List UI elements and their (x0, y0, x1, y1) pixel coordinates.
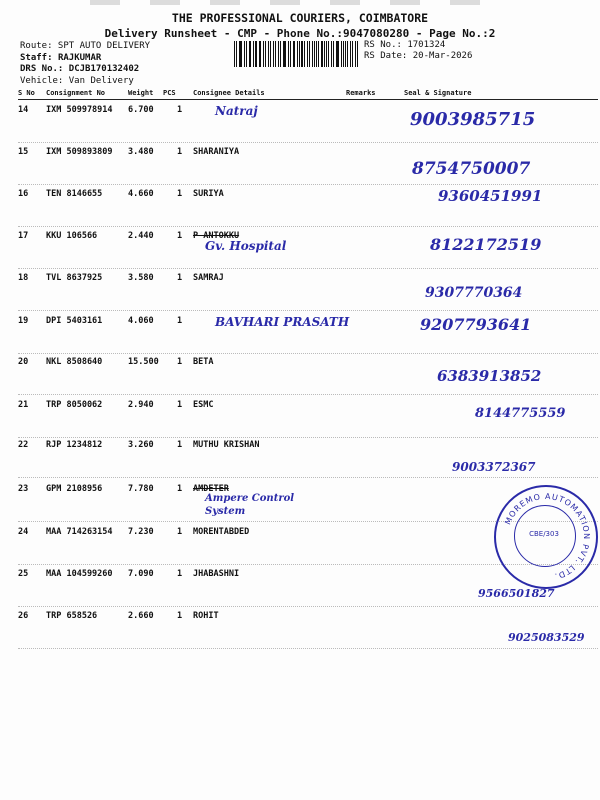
table-row (0, 611, 600, 653)
table-row (0, 189, 600, 231)
cell-pcs: 1 (177, 189, 183, 199)
signature-phone: 9207793641 (420, 315, 532, 334)
table-row (0, 357, 600, 399)
barcode-bar (275, 41, 276, 67)
company-seal-stamp (494, 485, 598, 589)
barcode-bar (343, 41, 344, 67)
cell-wt: 7.780 (128, 484, 154, 494)
barcode-bar (263, 41, 264, 67)
barcode-bar (321, 41, 323, 67)
cell-cons: DPI 5403161 (46, 316, 103, 326)
cell-name: P ANTOKKU (193, 231, 240, 241)
col-remarks: Remarks (346, 89, 376, 97)
vehicle-line: Vehicle: Van Delivery (20, 75, 134, 86)
cell-pcs: 1 (177, 400, 183, 410)
barcode-bar (246, 41, 247, 67)
staff-line (20, 53, 150, 65)
cell-wt: 7.090 (128, 569, 154, 579)
row-divider (18, 226, 598, 227)
cell-wt: 3.580 (128, 273, 154, 283)
cell-cons: IXM 509893809 (46, 147, 113, 157)
table-row (0, 231, 600, 273)
col-pcs: PCS (163, 89, 176, 97)
barcode-bar (297, 41, 298, 67)
table-row (0, 440, 600, 482)
barcode-bar (309, 41, 310, 67)
handwritten-consignee: Ampere Control System (205, 493, 295, 517)
barcode-bar (294, 41, 295, 67)
cell-wt: 4.660 (128, 189, 154, 199)
staff-label: Staff: (20, 52, 53, 63)
cell-sno: 19 (18, 316, 29, 326)
cell-pcs: 1 (177, 273, 183, 283)
signature-phone: 8122172519 (430, 235, 542, 254)
barcode-bar (350, 41, 351, 67)
cell-wt: 2.440 (128, 231, 154, 241)
barcode-bar (324, 41, 325, 67)
row-divider (18, 268, 598, 269)
cell-sno: 18 (18, 273, 29, 283)
barcode-bar (250, 41, 251, 67)
cell-cons: TRP 658526 (46, 611, 98, 621)
barcode-bar (236, 41, 237, 67)
cell-sno: 24 (18, 527, 29, 537)
cell-name: AMDETER (193, 484, 229, 494)
table-row (0, 400, 600, 442)
barcode-bar (304, 41, 305, 67)
cell-sno: 14 (18, 105, 29, 115)
barcode-bar (244, 41, 245, 67)
barcode-bar (270, 41, 271, 67)
col-weight: Weight (128, 89, 154, 97)
signature-phone: 9360451991 (438, 187, 543, 205)
barcode-bar (234, 41, 235, 67)
signature-phone: 6383913852 (437, 367, 542, 385)
cell-cons: NKL 8508640 (46, 357, 103, 367)
cell-wt: 4.060 (128, 316, 154, 326)
barcode-bar (352, 41, 353, 67)
cell-sno: 17 (18, 231, 29, 241)
cell-wt: 2.660 (128, 611, 154, 621)
row-divider (18, 606, 598, 607)
company-title: THE PROFESSIONAL COURIERS, COIMBATORE (171, 11, 429, 25)
row-divider (18, 310, 598, 311)
handwritten-consignee: Gv. Hospital (205, 239, 287, 253)
barcode-bar (337, 41, 339, 67)
cell-name: BETA (193, 357, 214, 367)
handwritten-consignee: Natraj (215, 104, 258, 118)
barcode-bar (316, 41, 317, 67)
signature-phone: 9307770364 (425, 285, 523, 301)
cell-wt: 2.940 (128, 400, 154, 410)
table-row (0, 105, 600, 147)
barcode-bar (255, 41, 257, 67)
cell-cons: TEN 8146655 (46, 189, 103, 199)
barcode-bar (290, 41, 291, 67)
barcode-bar (318, 41, 319, 67)
cell-pcs: 1 (177, 611, 183, 621)
barcode-bar (326, 41, 327, 67)
header-rule (18, 99, 598, 100)
barcode-bar (347, 41, 348, 67)
signature-phone: 9003985715 (410, 109, 536, 130)
cell-sno: 21 (18, 400, 29, 410)
cell-pcs: 1 (177, 316, 183, 326)
cell-name: MORENTABDED (193, 527, 250, 537)
barcode-bar (239, 41, 240, 67)
cell-name: ESMC (193, 400, 214, 410)
col-consignee: Consignee Details (193, 89, 265, 97)
barcode-bar (314, 41, 315, 67)
barcode-bar (268, 41, 270, 67)
row-divider (18, 394, 598, 395)
cell-pcs: 1 (177, 231, 183, 241)
cell-pcs: 1 (177, 569, 183, 579)
staff-value: RAJKUMAR (57, 52, 102, 63)
col-sno: S No (18, 89, 35, 97)
barcode-bar (253, 41, 254, 67)
col-seal-signature: Seal & Signature (404, 89, 472, 97)
col-consignment: Consignment No (46, 89, 106, 97)
route-line: Route: SPT AUTO DELIVERY (20, 41, 151, 51)
barcode-bar (259, 41, 260, 67)
cell-pcs: 1 (177, 147, 183, 157)
barcode-bar (345, 41, 346, 67)
row-divider (18, 184, 598, 185)
cell-name: MUTHU KRISHAN (193, 440, 260, 450)
cell-sno: 23 (18, 484, 29, 494)
table-row (0, 147, 600, 189)
barcode-bar (283, 41, 284, 67)
barcode-bar (293, 41, 294, 67)
barcode-bar (278, 41, 279, 67)
row-divider (18, 437, 598, 438)
row-divider (18, 353, 598, 354)
barcode-bar (301, 41, 303, 67)
barcode-bar (328, 41, 329, 67)
cell-name: SURIYA (193, 189, 224, 199)
barcode-bar (355, 41, 357, 67)
cell-pcs: 1 (177, 105, 183, 115)
row-divider (18, 142, 598, 143)
cell-name: ROHIT (193, 611, 219, 621)
drs-label: DRS No.: (20, 64, 64, 74)
barcode (234, 41, 360, 67)
rs-number: RS No.: 1701324 (364, 40, 446, 50)
barcode-bar (249, 41, 250, 67)
table-row (0, 316, 600, 358)
cell-cons: RJP 1234812 (46, 440, 103, 450)
signature-phone: 8754750007 (412, 159, 531, 179)
cell-wt: 6.700 (128, 105, 154, 115)
rs-info (364, 40, 472, 62)
top-scan-strip (90, 0, 490, 5)
stamp-center-text: CBE/303 (529, 530, 559, 538)
barcode-bar (357, 41, 358, 67)
runsheet-subtitle: Delivery Runsheet - CMP - Phone No.:9047080280 - Page No.:2 (104, 27, 496, 40)
barcode-bar (288, 41, 289, 67)
stamp-ring-text: MOREMO AUTOMATION PVT. LTD. (503, 491, 592, 582)
cell-pcs: 1 (177, 357, 183, 367)
barcode-bar (284, 41, 286, 67)
barcode-bar (336, 41, 337, 67)
cell-sno: 22 (18, 440, 29, 450)
cell-wt: 7.230 (128, 527, 154, 537)
cell-wt: 3.480 (128, 147, 154, 157)
handwritten-consignee: BAVHARI PRASATH (215, 315, 350, 329)
table-row (0, 273, 600, 315)
signature-phone: 9566501827 (478, 587, 555, 600)
cell-name: SAMRAJ (193, 273, 224, 283)
row-divider (18, 648, 598, 649)
barcode-bar (331, 41, 332, 67)
drs-line (20, 64, 150, 76)
barcode-bar (265, 41, 266, 67)
cell-pcs: 1 (177, 440, 183, 450)
barcode-bar (273, 41, 274, 67)
signature-phone: 9003372367 (452, 460, 536, 474)
cell-pcs: 1 (177, 527, 183, 537)
rs-date: RS Date: 20-Mar-2026 (364, 51, 473, 61)
cell-cons: GPM 2108956 (46, 484, 103, 494)
barcode-bar (333, 41, 334, 67)
signature-phone: 8144775559 (475, 406, 566, 421)
barcode-bar (307, 41, 308, 67)
barcode-bar (299, 41, 300, 67)
barcode-bar (240, 41, 242, 67)
cell-cons: IXM 509978914 (46, 105, 113, 115)
cell-sno: 15 (18, 147, 29, 157)
cell-cons: MAA 714263154 (46, 527, 113, 537)
cell-sno: 20 (18, 357, 29, 367)
signature-phone: 9025083529 (508, 631, 585, 644)
cell-sno: 25 (18, 569, 29, 579)
cell-sno: 16 (18, 189, 29, 199)
row-divider (18, 477, 598, 478)
barcode-bar (260, 41, 261, 67)
barcode-bar (341, 41, 342, 67)
cell-sno: 26 (18, 611, 29, 621)
barcode-bar (280, 41, 281, 67)
route-info (20, 41, 150, 87)
cell-cons: TVL 8637925 (46, 273, 103, 283)
cell-pcs: 1 (177, 484, 183, 494)
cell-name: SHARANIYA (193, 147, 240, 157)
cell-name: JHABASHNI (193, 569, 240, 579)
cell-cons: TRP 8050062 (46, 400, 103, 410)
cell-cons: KKU 106566 (46, 231, 98, 241)
barcode-bar (312, 41, 313, 67)
cell-wt: 3.260 (128, 440, 154, 450)
cell-cons: MAA 104599260 (46, 569, 113, 579)
drs-value: DCJB170132402 (68, 64, 140, 74)
cell-wt: 15.500 (128, 357, 159, 367)
